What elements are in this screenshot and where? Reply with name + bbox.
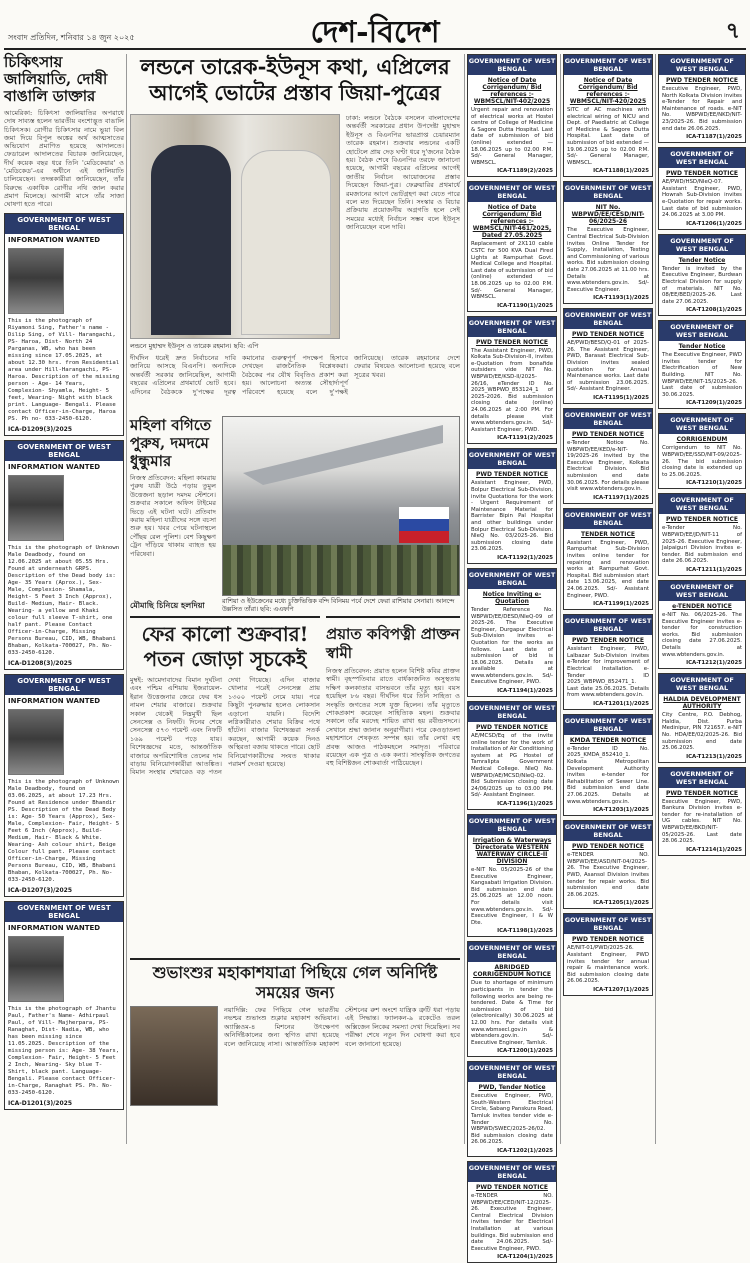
space-headline: শুভাংশুর মহাকাশযাত্রা পিছিয়ে গেল অনির্দিষ্ট সময়ের জন্য [152, 963, 438, 1002]
tender-title: PWD TENDER NOTICE [665, 170, 739, 178]
tender-ref: ICA-T1212(1)/2025 [686, 660, 742, 667]
market-story [130, 616, 320, 946]
obituary-body: নিজস্ব প্রতিবেদন: প্রয়াত হলেন বিশিষ্ট কবির প্রাক্তন স্বামী। বৃহস্পতিবার রাতে বার্ধক্যজনিত অসুস্থতায় দক্ষিণ কলকাতার বাসভবনে তাঁর মৃত্যু হয়। বয়স হয়েছিল ৮৬ বছর। দীর্ঘদিন ধরে তিনি সাহিত্য ও সংস্কৃতি জগতের সঙ্গে যুক্ত ছিলেন। তাঁর মৃত্যুতে শোকপ্রকাশ করেছেন সাহিত্যিক মহল। শুক্রবার সকালে তাঁর মরদেহ শায়িত রাখা হয় রবীন্দ্রসদনে। সেখানে শ্রদ্ধা জানান অনুরাগীরা। পরে কেওড়াতলা মহাশ্মশানে শেষকৃত্য সম্পন্ন হয়। তাঁর লেখা বহু প্রবন্ধ আজও পাঠকমহলে সমাদৃত। পরিবারে রয়েছেন এক পুত্র ও এক কন্যা। সাংস্কৃতিক জগতের বহু বিশিষ্টজন শোকবার্তা পাঠিয়েছেন। [326, 667, 460, 768]
tender-ref: ICA-T1194(1)/2025 [497, 688, 553, 695]
tender-notice [467, 181, 557, 311]
govt-banner: GOVERNMENT OF WEST BENGAL [468, 1164, 556, 1181]
left-headline: চিকিৎসায় জালিয়াতি, দোষী বাঙালি ডাক্তার [4, 53, 108, 105]
market-body: মুম্বই: আমেদাবাদের বিমান দুর্ঘটনা এবং পশ্চিম এশিয়ায় ইজরায়েল-ইরান উত্তেজনার জেরে ফের ধস নামল শেয়ার বাজারে। শুক্রবার সকাল থেকেই নিম্নমুখী ছিল সেনসেক্স ও নিফটি। দিনের শেষে সেনসেক্স ৫৭৩ পয়েন্ট এবং নিফটি ১৬৯ পয়েন্ট পড়ে যায়। বিশেষজ্ঞদের মতে, আন্তর্জাতিক বাজারে অপরিশোধিত তেলের দাম বাড়ায় বিনিয়োগকারীরা আতঙ্কিত। বিমান সংস্থার শেয়ারেও বড় পতন দেখা গিয়েছে। এদিন বাজার খোলার পরেই সেনসেক্স প্রায় ১৩০০ পয়েন্ট নেমে যায়। পরে কিছুটা পুনরুদ্ধার হলেও লোকসান এড়ানো যায়নি। বিদেশি লগ্নিকারীরাও শেয়ার বিক্রির পথে হাঁটেন। বাজার বিশেষজ্ঞরা সতর্ক করছেন, আগামী কয়েক দিনও অস্থিরতা বজায় থাকতে পারে। ছোট বিনিয়োগকারীদের সংযত থাকার পরামর্শ দেওয়া হয়েছে। [130, 676, 320, 777]
tender-title: ABRIDGED CORRIGENDUM NOTICE [473, 964, 551, 979]
govt-banner: GOVERNMENT OF WEST BENGAL [468, 704, 556, 721]
plane-photo [222, 416, 460, 596]
tender-title: Notice of Date Corrigendum/ Bid references :- WBMSCL/NIT-420/2025 [569, 77, 647, 105]
center-column [130, 54, 460, 1144]
tender-body: e-Tender Notice No. WBPWD/EE/KED/e-NIT-19/2025-26 invited by the Executive Engineer, Kolkata Electrical Division. Bid submission end date 30.06.2025. For details please visit www.wbtenders.gov.in. [567, 440, 649, 493]
tender-notice [563, 181, 653, 304]
tender-notice [467, 814, 557, 937]
plane-photo-caption: রাশিয়া ও ইউক্রেনের মধ্যে চুক্তিভিত্তিক বন্দি বিনিময় পর্বে দেশে ফেরা রাশিয়ার সেনারা। আনন্দে উল্লসিত তাঁরা। ছবি: এএফপি [222, 598, 455, 613]
tender-notice [467, 316, 557, 445]
notice-text: This is the photograph of Unknown Male Deadbody, found on 03.06.2025, at about 17.23 Hrs. Found at Residence under Bhandir PS. Description of the Dead Body is: Age- 50 Years (Approx), Sex- Male, Complexion- Fair, Height- 5 Feet 6 Inch (Approx), Build- Medium, Hair- Black & White. Wearing- Ash colour shirt, Beige Colour full pant. Please contact Officer-in-Charge, Missing Persons Bureau, CID, WB, Bhabani Bhaban, Kolkata-700027, Ph. No- 033-2450-6120. [8, 778, 120, 883]
tender-body: AE/MCSD/Eq of the invite online tender for the work of Installation of Air Conditioning system at PG Hostel of Tamralipta Government Medical College. NIeQ No. WBPWD/AE/MCSD/NIeQ-02. Bid Submission closing date 24/06/2025 up to 03.00 PM. Sd/- Assistant Engineer. [471, 733, 553, 799]
tender-body: Tender is invited by the Executive Engineer, Burdwan Electrical Division for supply of materials. NIT No. 08/EE/BED/2025-26. Last date 27.06.2025. [662, 265, 742, 305]
govt-banner: GOVERNMENT OF WEST BENGAL [659, 414, 745, 434]
tender-column-1 [467, 54, 557, 1261]
tender-title: PWD, Tender Notice [478, 1084, 546, 1092]
space-body: নয়াদিল্লি: ফের পিছিয়ে গেল ভারতীয় নভশ্চর শুভাংশু শুক্লার মহাকাশ অভিযান। অ্যাক্সিওম-৪ মিশনের উৎক্ষেপণ অনির্দিষ্টকালের জন্য স্থগিত রাখা হয়েছে বলে জানিয়েছে নাসা। আন্তর্জাতিক মহাকাশ স্টেশনের রুশ অংশে যান্ত্রিক ত্রুটি ধরা পড়ায় এই সিদ্ধান্ত। ফ্যালকন-৯ রকেটেও তরল অক্সিজেন লিকের সমস্যা দেখা দিয়েছিল। সব পরীক্ষা শেষে নতুন দিন ঘোষণা করা হবে বলে জানানো হয়েছে। [224, 1006, 460, 1048]
tender-title: Notice of Date Corrigendum/ Bid references :- WBMSCL/NIT-461/2025, Dated 27.05.2025 [472, 204, 552, 240]
russian-flag [399, 507, 449, 543]
notice-ref: ICA-D1207(3)/2025 [8, 886, 72, 894]
tender-title: PWD TENDER NOTICE [571, 431, 645, 439]
govt-banner: GOVERNMENT OF WEST BENGAL [564, 916, 652, 933]
tender-title: TENDER NOTICE [581, 530, 635, 538]
tender-ref: ICA-T1190(1)/2025 [497, 302, 553, 309]
tender-notice [563, 508, 653, 610]
tender-notice [658, 54, 746, 143]
tender-ref: ICA-T1209(1)/2025 [686, 400, 742, 407]
tender-notice [658, 673, 746, 763]
tender-title: PWD TENDER NOTICE [475, 338, 549, 346]
obituary-story [326, 616, 460, 972]
tender-ref: ICA-T1206(1)/2025 [686, 220, 742, 227]
notice-text: This is the photograph of Riyamoni Sing, Father's name - Dilip Sing, of Vill- Harangachi, PS- Haroa, Dist- North 24 Parganas, WB, who has been missing since 17.05.2025, at about 12.30 hrs. from Residential area under Hill-Harangachi, PS- Haroa. Description of the missing person - Age- 14 Years, Complexion- Shyamla, Height- 5 feet, Wearing- Night with black print. Language- Bengali. Please contact Officer-in-Charge, Haroa PS. Ph no- 033-2450-6120. [8, 317, 120, 422]
tender-ref: ICA-T1193(1)/2025 [593, 295, 649, 302]
tender-ref: ICA-T1214(1)/2025 [686, 846, 742, 853]
tender-title: Tender Notice [678, 343, 726, 351]
person-figure [151, 145, 231, 335]
tender-notice [563, 308, 653, 404]
tender-column-3 [658, 54, 746, 1144]
govt-banner: GOVERNMENT OF WEST BENGAL [659, 321, 745, 341]
notice-title: INFORMATION WANTED [8, 696, 101, 705]
person-photo [8, 709, 64, 775]
tender-body: The Executive Engineer, Central Electrical Sub-Division invites Online Tender for Supply, Installation, Testing and Commissioning of various works. Bid submission closing date 27.06.2025 at 11.00 hrs. Details at www.wbtenders.gov.in. Sd/- Executive Engineer. [567, 227, 649, 293]
govt-banner: GOVERNMENT OF WEST BENGAL [564, 411, 652, 428]
tender-notice [658, 493, 746, 576]
tender-body: AE/NIT-01/PWD/2025-26. Assistant Engineer, PWD invites tender for annual repair & maintenance work. Bid submission closing date 26.06.2025. [567, 945, 649, 985]
tender-ref: ICA-T1199(1)/2025 [593, 601, 649, 608]
govt-banner: GOVERNMENT OF WEST BENGAL [564, 510, 652, 527]
lead-article-body: ঢাকা: লন্ডনে বৈঠকে বসলেন বাংলাদেশের অন্তর্বর্তী সরকারের প্রধান উপদেষ্টা মুহাম্মদ ইউনূস ও বিএনপির ভারপ্রাপ্ত চেয়ারম্যান তারেক রহমান। শুক্রবার লন্ডনের একটি হোটেলে প্রায় দেড় ঘণ্টা ধরে দু'জনের বৈঠক হয়। বৈঠক শেষে বিএনপির তরফে জানানো হয়েছে, আগামী বছরের এপ্রিলের আগেই জাতীয় নির্বাচন আয়োজনের প্রস্তাব দিয়েছেন জিয়া-পুত্র। ফেব্রুয়ারির প্রথমার্ধে রমজানের আগে ভোটগ্রহণ করা যেতে পারে বলে মত দিয়েছেন তিনি। সংস্কার ও বিচার প্রক্রিয়ায় প্রয়োজনীয় অগ্রগতি হলে সেই সময়ের মধ্যেই নির্বাচন সম্ভব বলে ইউনূস জানিয়েছেন বলে দাবি। [346, 114, 460, 232]
tender-notice [563, 408, 653, 504]
tender-title: Notice Inviting e-Quotation [482, 590, 542, 605]
left-column [4, 54, 124, 1144]
govt-banner: GOVERNMENT OF WEST BENGAL [564, 617, 652, 634]
tender-body: SITC of AC machines with electrical wiring of NICU and Dept. of Paediatric at College of Medicine & Sagore Dutta Hospital. Last date of submission of bid extended — 19.06.2025 up to 02.00 P.M. Sd/- General Manager, WBMSCL. [567, 107, 649, 166]
govt-banner: GOVERNMENT OF WEST BENGAL [564, 716, 652, 733]
tender-column-2 [563, 54, 653, 1144]
masthead [4, 4, 746, 50]
tender-body: AE/PWD/BESD/Q-01 of 2025-26. The Assistant Engineer, PWD, Barasat Electrical Sub-Division invites sealed quotation for Annual Maintenance works. Last date of submission 23.06.2025. Sd/- Assistant Engineer. [567, 340, 649, 393]
tender-ref: ICA-T1195(1)/2025 [593, 395, 649, 402]
govt-banner: GOVERNMENT OF WEST BENGAL [659, 581, 745, 601]
tender-notice [467, 1161, 557, 1263]
tender-body: Due to shortage of minimum participants in tender the following works are being re-tendered. Date & Time for submission of bid (electronically) 30.06.2025 at 12.00 hrs. For details visit www.wbmsecl.gov.in & wbtenders.gov.in. Sd/- Executive Engineer, Tamluk. [471, 980, 553, 1046]
tender-ref: ICA-T1201(1)/2025 [593, 700, 649, 707]
govt-banner: GOVERNMENT OF WEST BENGAL [468, 451, 556, 468]
tender-ref: ICA-T1198(1)/2025 [497, 928, 553, 935]
notice-title: INFORMATION WANTED [8, 923, 101, 932]
govt-banner: GOVERNMENT OF WEST BENGAL [5, 902, 123, 922]
space-photo [130, 1006, 218, 1106]
tender-ref: ICA-T1204(1)/2025 [497, 1254, 553, 1261]
tender-ref: ICA-T1213(1)/2025 [686, 753, 742, 760]
tender-ref: ICA-T1203(1)/2025 [593, 807, 649, 814]
tender-body: Executive Engineer, PWD, North Kolkata Division invites e-Tender for Repair and Maintenance of roads. e-NIT No. WBPWD/EE/NKD/NIT-23/2025-26. Bid submission end date 26.06.2025. [662, 86, 742, 132]
left-article-body: আমেরিকা: চিকিৎসা জালিয়াতির অপরাধে দোষ সাব্যস্ত হলেন ভারতীয় বংশোদ্ভূত বাঙালি চিকিৎসক। রোগীর চিকিৎসার নামে ভুয়া বিল জমা দিয়ে বিপুল অঙ্কের অর্থ আত্মসাতের অভিযোগ প্রমাণিত হয়েছে আদালতে। ফেডারেল আদালতের বিচারক জানিয়েছেন, দীর্ঘ কয়েক বছর ধরে তিনি 'মেডিকেয়ার' ও 'মেডিকেড'-এর অধীনে এই জালিয়াতি চালিয়েছেন। তদন্তকারীরা জানিয়েছেন, তাঁর বিরুদ্ধে একাধিক রোগীর নথি জাল করার প্রমাণ মিলেছে। আগামী মাসে তাঁর সাজা ঘোষণা হতে পারে। [4, 109, 124, 209]
tender-title: PWD TENDER NOTICE [665, 789, 739, 797]
tender-title: PWD TENDER NOTICE [571, 637, 645, 645]
govt-banner: GOVERNMENT OF WEST BENGAL [468, 318, 556, 335]
govt-banner: GOVERNMENT OF WEST BENGAL [468, 944, 556, 961]
tender-title: HALDIA DEVELOPMENT AUTHORITY [663, 696, 741, 711]
tender-title: PWD TENDER NOTICE [571, 843, 645, 851]
tender-body: e-Tender ID No. 2025_KMDA_852410_1. Kolkata Metropolitan Development Authority invites e-tender for Rehabilitation of Sewer Line. Bid submission end date 27.06.2025. Details at www.wbtenders.gov.in. [567, 745, 649, 805]
notice-text: This is the photograph of Jhantu Paul, Father's Name- Adhirpaul Paul, of Vill- Majherpara, PS- Ranaghat, Dist- Nadia, WB, who has been missing since 11.05.2025. Description of the missing person is: Age- 38 Years, Complexion- Fair, Height- 5 Feet 2 Inch, Wearing- Sky blue T-Shirt, black pant. Language- Bengali. Please contact Officer-in-Charge, Ranaghat PS. Ph. No- 033-2450-6120. [8, 1005, 120, 1096]
tender-body: Executive Engineer, PWD, South-Western Electrical Circle, Sabang Panskura Road, Tamluk invites tender vide e-Tender No. WBPWD/SWEC/2025-26/02. Bid submission closing date 26.06.2025. [471, 1093, 553, 1146]
lead-photo [130, 114, 340, 339]
tender-notice [563, 913, 653, 996]
wanted-notice [4, 901, 124, 1110]
side-story-headline: মহিলা বগিতে পুরুষ, দমদমে ধুন্ধুমার [130, 416, 212, 470]
govt-banner: GOVERNMENT OF WEST BENGAL [659, 148, 745, 168]
column-rule [126, 54, 127, 1144]
tender-ref: ICA-T1202(1)/2025 [497, 1148, 553, 1155]
govt-banner: GOVERNMENT OF WEST BENGAL [564, 57, 652, 73]
tender-title: PWD TENDER NOTICE [665, 516, 739, 524]
tender-ref: ICA-T1197(1)/2025 [593, 494, 649, 501]
tender-title: KMDA TENDER NOTICE [569, 736, 647, 744]
tender-title: PWD TENDER NOTICE [665, 77, 739, 84]
tender-title: PWD TENDER NOTICE [475, 1184, 549, 1192]
tender-title: Tender Notice [678, 256, 726, 264]
tender-notice [467, 1061, 557, 1157]
notice-ref: ICA-D1209(3)/2025 [8, 425, 72, 433]
govt-banner: GOVERNMENT OF WEST BENGAL [659, 55, 745, 75]
aircraft-wing [243, 425, 443, 485]
govt-banner: GOVERNMENT OF WEST BENGAL [468, 184, 556, 201]
tender-body: Tender Reference No. WBPWD/EE/DESD/NIeQ-09 of 2025-26. The Executive Engineer, Durgapur Electrical Sub-Division invites e-Quotation for the works as follows. Last date of submission of bid is 18.06.2025. Details are available at www.wbtenders.gov.in. Sd/- Executive Engineer, PWD. [471, 606, 553, 686]
person-photo [8, 936, 64, 1002]
tender-title: Irrigation & Waterways Directorate WESTERN WATERWAY CIRCLE-II DIVISION [472, 837, 552, 865]
notice-text: This is the photograph of Unknown Male Deadbody, found on 12.06.2025 at about 05.55 Hrs. Found at underneath GRPS. Description of the Dead body is: Age- 35 Years (Aprox.), Sex- Male, Complexion- Shamala, Height- 5 Feet 3 Inch (Approx), Build- Medium, Hair- Black. Wearing- a yellow and Khaki colour full sleeve T-shirt, one half pant. Please Contact Officer-in-Charge, Missing Persons Bureau, CID, WB, Bhabani Bhaban, Kolkata-700027, Ph. No- 033-2450-6120. [8, 544, 120, 656]
notice-title: INFORMATION WANTED [8, 462, 101, 471]
tender-notice [467, 701, 557, 810]
tender-body: City Centre, P.O. Debhog, Haldia, Dist. Purba Medinipur, PIN 721657. e-NIT No. HDA/EE/02/2025-26. Bid submission end date 25.06.2025. [662, 712, 742, 752]
column-rule [655, 54, 656, 1144]
tender-title: e-TENDER NOTICE [672, 602, 732, 610]
tender-body: Urgent repair and renovation of electrical works at Hostel centre of College of Medicine & Sagore Dutta Hospital. Last date of submission of bid (online) extended — 18.06.2025 up to 02.00 P.M. Sd/- General Manager, WBMSCL. [471, 107, 553, 166]
wanted-notice [4, 213, 124, 436]
tender-notice [467, 941, 557, 1057]
tender-notice [467, 54, 557, 177]
tender-body: Corrigendum to NIT No. WBPWD/EE/SSD/NIT-09/2025-26. The bid submission closing date is extended up to 25.06.2025. [662, 445, 742, 478]
govt-banner: GOVERNMENT OF WEST BENGAL [5, 441, 123, 461]
section-title: দেশ-বিদেশ [310, 15, 440, 50]
govt-banner: GOVERNMENT OF WEST BENGAL [5, 214, 123, 234]
notice-ref: ICA-D1201(3)/2025 [8, 1099, 72, 1107]
govt-banner: GOVERNMENT OF WEST BENGAL [659, 235, 745, 255]
tender-body: e-NIT No. 05/2025-26 of the Executive Engineer, Kangsabati Irrigation Division. Bid submission end date 25.06.2025 at 12.00 noon. For details visit www.wbtenders.gov.in. Sd/- Executive Engineer, I & W Dte. [471, 867, 553, 926]
tender-notice [563, 614, 653, 710]
tender-notice [658, 580, 746, 669]
govt-banner: GOVERNMENT OF WEST BENGAL [564, 311, 652, 328]
tender-notice [467, 448, 557, 564]
tender-body: e-NIT No. 06/2025-26. The Executive Engineer invites e-tender for construction works. Bid submission closing date 27.06.2025. Details at www.wbtenders.gov.in. [662, 611, 742, 658]
brief-headline: মৌমাছি চিনিয়ে হলদিয়া [130, 601, 205, 610]
govt-banner: GOVERNMENT OF WEST BENGAL [659, 768, 745, 788]
tender-ref: ICA-T1196(1)/2025 [497, 801, 553, 807]
person-figure [241, 150, 331, 335]
tender-notice [658, 147, 746, 230]
tender-body: The Executive Engineer, PWD invites tender for Electrification of New Building. NIT No. WBPWD/EE/NIT-15/2025-26. Last date of submission 30.06.2025. [662, 352, 742, 398]
issue-date: সংবাদ প্রতিদিন, শনিবার ১৪ জুন ২০২৫ [8, 33, 135, 42]
tender-ref: ICA-T1207(1)/2025 [593, 986, 649, 993]
tender-title: PWD TENDER NOTICE [571, 331, 645, 339]
lead-headline: লন্ডনে তারেক-ইউনূস কথা, এপ্রিলের আগেই ভোটের প্রস্তাব জিয়া-পুত্রের [140, 54, 450, 105]
tender-title: CORRIGENDUM [676, 436, 728, 444]
wanted-notices [4, 213, 124, 1110]
tender-body: e-TENDER NO. WBPWD/EE/CED/NIT-12/2025-26. Executive Engineer, Central Electrical Division invites tender for Electrical Installation at various buildings. Bid submission end date 24.06.2025. Sd/- Executive Engineer, PWD. [471, 1193, 553, 1252]
tender-body: e-Tender No. WBPWD/EE/JD/NIT-11 of 2025-26. Executive Engineer, Jalpaiguri Division invites e-tender. Bid submission end date 26.06.2025. [662, 525, 742, 565]
tender-ref: ICA-T1205(1)/2025 [593, 900, 649, 907]
lead-photo-caption: লন্ডনে মুহাম্মদ ইউনূস ও তারেক রহমান। ছবি: এপি [130, 342, 259, 350]
wanted-notice [4, 674, 124, 897]
tender-title: NIT No. WBPWD/EE/CESD/NIT-06/2025-26 [571, 204, 645, 226]
tender-ref: ICA-T1211(1)/2025 [686, 566, 742, 573]
govt-banner: GOVERNMENT OF WEST BENGAL [468, 817, 556, 833]
govt-banner: GOVERNMENT OF WEST BENGAL [659, 674, 745, 694]
tender-title: PWD TENDER NOTICE [475, 471, 549, 479]
tender-body: Assistant Engineer, PWD, Rampurhat Sub-Division invites online tender for repairing and renovation works at Rampurhat Govt. Hospital. Bid submission start date 13.06.2025, end date 24.06.2025. Sd/- Assistant Engineer, PWD. [567, 539, 649, 599]
tender-notice [563, 714, 653, 816]
tender-body: Assistant Engineer, PWD, Lalbazar Sub-Division invites e-Tender for improvement of Electrical Installation. e-Tender ID 2025_WBPWD_852471_1. Last date 25.06.2025. Details from www.wbtenders.gov.in. [567, 646, 649, 699]
person-photo [8, 475, 64, 541]
tender-notice [658, 234, 746, 317]
tender-title: PWD TENDER NOTICE [475, 724, 549, 732]
side-story-body: নিজস্ব প্রতিবেদন: মহিলা কামরায় পুরুষ যাত্রী উঠে পড়ায় তুমুল উত্তেজনা ছড়াল দমদম স্টেশনে। শুক্রবার সকালে অফিস টাইমের ভিড়ে এই ঘটনা ঘটে। প্রতিবাদ করায় মহিলা যাত্রীদের সঙ্গে বচসা শুরু হয়। খবর পেয়ে ঘটনাস্থলে পৌঁছয় রেল পুলিশ। বেশ কিছুক্ষণ ট্রেন দাঁড়িয়ে থাকায় ব্যাহত হয় পরিষেবা। [130, 474, 216, 558]
govt-banner: GOVERNMENT OF WEST BENGAL [468, 57, 556, 73]
obituary-headline: প্রয়াত কবিপত্নী প্রাক্তন স্বামী [326, 625, 460, 662]
tender-body: AE/PWD/HSD/NIeQ-07. Assistant Engineer, PWD, Howrah Sub-Division invites e-Quotation for repair works. Last date of bid submission 24.06.2025 at 3.00 PM. [662, 179, 742, 219]
soldiers-crowd [223, 545, 459, 595]
tender-title: Notice of Date Corrigendum/ Bid references :- WBMSCL/NIT-402/2025 [473, 77, 551, 105]
tender-body: e-TENDER NO. WBPWD/EE/ASD/NIT-04/2025-26. The Executive Engineer, PWD, Asansol Division invites tender for repair works. Bid submission end date 28.06.2025. [567, 852, 649, 898]
tender-notice [563, 54, 653, 177]
tender-ref: ICA-T1189(2)/2025 [497, 168, 553, 175]
space-story [130, 958, 460, 1048]
notice-title: INFORMATION WANTED [8, 235, 101, 244]
page-number: ৭ [725, 19, 740, 44]
column-rule [560, 54, 561, 1144]
tender-title: PWD TENDER NOTICE [571, 936, 645, 944]
wanted-notice [4, 440, 124, 670]
tender-notice [658, 320, 746, 409]
column-rule [464, 54, 465, 1144]
tender-body: Replacement of 2X110 cable CSTC for 500 KVA Dual Fired Lights at Rampurhat Govt. Medical College and Hospital. Last date of submission of bid (online) extended — 18.06.2025 up to 02.00 P.M. Sd/- General Manager, WBMSCL. [471, 241, 553, 301]
lead-article-continued: দীর্ঘদিন ধরেই দ্রুত নির্বাচনের দাবি জানিয়ে আসছে বিএনপি। অন্যদিকে অন্তর্বর্তী সরকার জানিয়েছিল, আগামী বছরের এপ্রিলের প্রথমার্ধে ভোট হবে। এদিনের বৈঠককে দু'পক্ষের দূরত্ব কমানোর গুরুত্বপূর্ণ পদক্ষেপ হিসাবে দেখছেন রাজনৈতিক বিশ্লেষকরা। বৈঠকের পর যৌথ বিবৃতিও প্রকাশ করা হয়। আলোচনা অত্যন্ত সৌহার্দ্যপূর্ণ পরিবেশে হয়েছে বলে দু'পক্ষই জানিয়েছে। তারেক রহমানের দেশে ফেরার বিষয়েও আলোচনা হয়েছে বলে সূত্রের খবর। [130, 354, 460, 396]
govt-banner: GOVERNMENT OF WEST BENGAL [5, 675, 123, 695]
tender-ref: ICA-T1188(1)/2025 [593, 168, 649, 175]
tender-ref: ICA-T1208(1)/2025 [686, 307, 742, 314]
tender-ref: ICA-T1192(1)/2025 [497, 554, 553, 561]
tender-ref: ICA-T1187(1)/2025 [686, 134, 742, 141]
tender-notice [467, 568, 557, 697]
side-story [130, 416, 216, 596]
market-headline: ফের কালো শুক্রবার! পতন জোড়া সূচকেই [141, 622, 309, 671]
govt-banner: GOVERNMENT OF WEST BENGAL [564, 823, 652, 840]
tender-ref: ICA-T1210(1)/2025 [686, 480, 742, 487]
govt-banner: GOVERNMENT OF WEST BENGAL [564, 184, 652, 201]
tender-body: Executive Engineer, PWD, Bankura Division invites e-tender for re-installation of UG cables. NIT No. WBPWD/EE/BKD/NIT-05/2025-26. Last date 28.06.2025. [662, 798, 742, 845]
tender-notice [563, 820, 653, 909]
tender-body: Assistant Engineer, PWD, Bolpur Electrical Sub-Division, invite Quotations for the work - Urgent Requirement of Maintenance Material for Barrister Bipin Pal Hospital and other buildings under Bolpur Electrical Sub-Division. NIeQ No. 03/2025-26. Bid submission closing date 23.06.2025. [471, 480, 553, 553]
govt-banner: GOVERNMENT OF WEST BENGAL [468, 1064, 556, 1081]
tender-ref: ICA-T1200(1)/2025 [497, 1048, 553, 1055]
tender-notice [658, 767, 746, 856]
tender-body: The Assistant Engineer, PWD, Kolkata Sub-Division-II, invites e-Quotation from bonafide outsiders vide NIT No. WBPWD/EE/KSD-II/2025-26/16, eTender ID No. 2025_WBPWD_853124_1 of 2025-2026. Bid submission closing date (online) 24.06.2025 at 2:00 PM. For details please visit www.wbtenders.gov.in. Sd/- Assistant Engineer, PWD. [471, 347, 553, 433]
person-photo [8, 248, 64, 314]
govt-banner: GOVERNMENT OF WEST BENGAL [468, 570, 556, 587]
notice-ref: ICA-D1208(3)/2025 [8, 659, 72, 667]
tender-notice [658, 413, 746, 489]
govt-banner: GOVERNMENT OF WEST BENGAL [659, 494, 745, 514]
tender-ref: ICA-T1191(2)/2025 [497, 435, 553, 442]
